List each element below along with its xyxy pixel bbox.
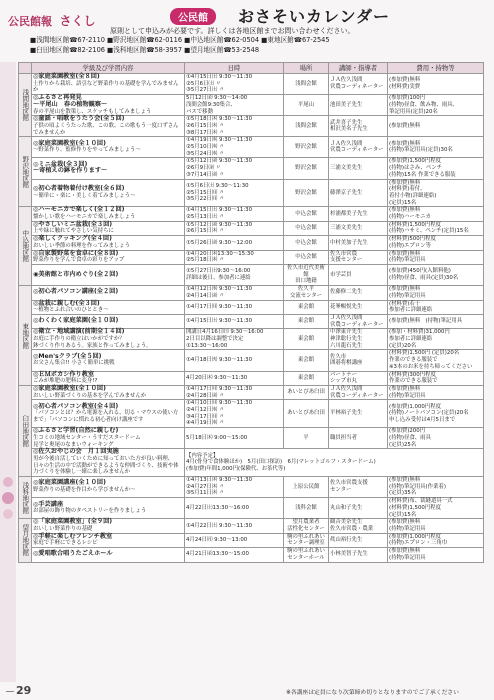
table-row — [19, 207, 484, 221]
instructor-cell: 三浦文美先生 — [329, 158, 388, 179]
course-cell — [32, 236, 185, 250]
course-description: 春の平尾山を散策し、スケッチもしてみましょう — [33, 108, 152, 115]
course-cell — [32, 428, 185, 449]
course-description: 生コミの地域センター・うすだスタードーム 見学と奥尾のなまいウォーキング — [33, 434, 141, 448]
course-title: ◎盆栽に親しむ(全３回) — [33, 299, 100, 307]
fee-cell: (参加費)1,000円程度 (持物)ノートパソコン(定員)20名 申し込み受付は4月5日まで — [388, 400, 484, 428]
table-row — [19, 179, 484, 207]
event-calendar-table — [18, 62, 484, 563]
contact-line: ■臼田地区館☎82-2106 ■浅科地区館☎58-3957 ■望月地区館☎53-2548 — [30, 45, 260, 54]
course-cell — [32, 371, 185, 385]
contact-line: ■浅間地区館☎67-2110 ■野沢地区館☎62-0116 ■中込地区館☎62-0504 ■東地区館☎67-2545 — [30, 36, 330, 44]
course-cell — [32, 74, 185, 95]
schedule-cell: ①5月12日㈮ 9:30～11:30 ②6月9日㈮ 〃 ③7月14日㈮ 〃 — [185, 158, 284, 179]
course-cell — [32, 400, 185, 428]
column-header: 場所 — [284, 63, 329, 74]
fee-cell: (材料費)300円程度 作業のできる服装で — [388, 371, 484, 385]
course-description: 家庭で手軽にできるレシピ — [33, 540, 98, 547]
course-title: ◉美術館と市内めぐり(全２回) — [33, 270, 119, 278]
venue-cell: 浅間会館 — [284, 74, 329, 95]
table-row — [19, 300, 484, 314]
region-name: 中込地区館 — [21, 230, 30, 263]
instructor-cell: 市学芸員 — [329, 264, 388, 285]
instructor-cell: 眞山裕行先生 — [329, 533, 388, 547]
course-cell — [32, 449, 185, 477]
course-cell — [32, 264, 185, 285]
fee-cell: (材料費)布、裁縫道具一式 (材料費)1,500円程度 (定員)15名 — [388, 498, 484, 519]
course-description: 〜簡単に・楽に・美しく着てみましょう〜 — [33, 192, 136, 199]
venue-cell: 中込会館 — [284, 207, 329, 221]
fee-cell: (参加費)無料 (持物)筆記用具 — [388, 250, 484, 264]
fee-cell: (参加費)無料 (持物)筆記用具 — [388, 286, 484, 300]
instructor-cell: 佐久市営農支援 センター — [329, 477, 388, 498]
course-cell — [32, 477, 185, 498]
region-label — [19, 207, 32, 286]
contact-list — [30, 36, 470, 55]
venue-cell: 浅間会館 — [284, 116, 329, 137]
category-pill: 公民館 — [170, 8, 216, 25]
fee-cell: (参加費)無料 (持物)ハーモニカ — [388, 207, 484, 221]
schedule-cell: 5月12日㈮ 9:30～14:00 浅間会館9:30集合、 バスで移動 — [185, 95, 284, 116]
schedule-cell: ①4月18日㈫ 9:30～11:30 — [185, 350, 284, 371]
course-description: お庭に手作りの衛立はいかがですか？ 鉢づくり作りあるう。家族と作ってみましょう。 — [33, 336, 152, 349]
instructor-cell: 佐久市 囲碁将棋講座 — [329, 350, 388, 371]
instructor-cell: パートナー シップ市丸 — [329, 371, 388, 385]
course-description: 〜野菜作り、監修作りをやってみましょう〜 — [33, 147, 141, 154]
course-cell — [32, 137, 185, 158]
brand-name: さくし — [59, 14, 96, 28]
schedule-cell: ①4月10日㈪ 9:30～11:30 ②4月12日㈬ 〃 ③4月17日㈪ 〃 ④4月19日㈬ 〃 — [185, 400, 284, 428]
table-row — [19, 137, 484, 158]
fee-cell: (参加・材料費)31,000円 参加者に詳細連絡 (定員)20名 — [388, 329, 484, 350]
schedule-cell: ①4月15日㈯ 9:30～11:30 ②5月13日㈯ 〃 — [185, 207, 284, 221]
course-cell — [32, 498, 185, 519]
course-cell — [32, 329, 185, 350]
table-row — [19, 519, 484, 533]
schedule-cell: ①4月22日㈯ 9:30～11:30 — [185, 519, 284, 533]
instructor-cell: 中澤東介先生 神津聡行先生 六川龍石先生 — [329, 329, 388, 350]
schedule-cell: 開講日4月16日㈰ 9:30～16:00 2日目以降は調整で決定 ①13:30～16:00 — [185, 329, 284, 350]
region-label — [19, 477, 32, 519]
course-title: ◎手軽に楽しむフレンチ教室 — [33, 532, 113, 540]
instructor-cell: 職員担当者 — [329, 428, 388, 449]
venue-cell: 東会館 — [284, 300, 329, 314]
schedule-cell: ①5月6日㈯ 9:30～11:30 ②5月15日㈪ 〃 ③5月22日㈪ 〃 — [185, 179, 284, 207]
schedule-cell: 4月22日㈯13:30～16:00 — [185, 498, 284, 519]
schedule-cell: ①4月13日㈭ 9:30～11:30 ②4月27日㈭ 〃 ③5月11日㈭ 〃 — [185, 477, 284, 498]
table-row — [19, 428, 484, 449]
page-title: おさそいカレンダー — [238, 7, 390, 26]
course-title: ◎佐久おやじの会 月１回実施 — [33, 448, 119, 456]
course-cell — [32, 116, 185, 137]
course-cell — [32, 350, 185, 371]
schedule-cell: 4月24日㈪ 9:30～13:00 — [185, 533, 284, 547]
column-header: 費用・持物等 — [388, 63, 484, 74]
instructor-cell: ＪＡ佐久浅間 営農コーディネーター — [329, 385, 388, 399]
fee-cell: (材料費)若干 参加者に詳細連絡 — [388, 300, 484, 314]
region-name: 望月地区館 — [21, 524, 30, 557]
venue-cell: あいとぴあ臼田 — [284, 385, 329, 399]
venue-cell: 平尾山 — [284, 95, 329, 116]
course-description: 上や緑に触れてやさしい気持ちに — [33, 228, 114, 235]
course-title: ◎初心者パソコン教室(全４回) — [33, 402, 119, 410]
course-title: ◎家庭菜園教室(全８回) — [33, 73, 100, 80]
venue-cell: 中込会館 — [284, 236, 329, 250]
table-header-row — [19, 63, 484, 74]
region-name: 野沢地区館 — [21, 155, 30, 188]
venue-cell: 駒の里ふれあい センターホール — [284, 548, 329, 562]
table-row — [19, 385, 484, 399]
region-name: 東地区館 — [21, 322, 30, 349]
course-cell — [32, 548, 185, 562]
table-row — [19, 533, 484, 547]
course-cell — [32, 300, 185, 314]
fee-cell: (参加費)無料 (持物)筆記用具(作業着) (定員)35名 — [388, 477, 484, 498]
table-row — [19, 286, 484, 300]
table-row — [19, 264, 484, 285]
venue-cell: 駒の里ふれあい センター調理室 — [284, 533, 329, 547]
instructor-cell: 武井喜子先生 相沢美名子先生 — [329, 116, 388, 137]
instructor-cell: 平林裕子先生 — [329, 400, 388, 428]
course-description: おいしい野菜作りの基礎 — [33, 526, 93, 532]
course-description: 〜植物とふれ合いのひととき〜 — [33, 307, 109, 314]
venue-cell: 上原公民館 — [284, 477, 329, 498]
instructor-cell: 丸山和子先生 — [329, 498, 388, 519]
venue-cell: 東会館 — [284, 371, 329, 385]
region-label — [19, 137, 32, 207]
fee-cell: (参加費)無料 (材料費)実費 — [388, 74, 484, 95]
course-description: お部屋の飾り物のタペストリーを作りましょう — [33, 508, 147, 515]
flower-decoration-icon — [0, 468, 16, 528]
region-label — [19, 74, 32, 137]
footer-note: ※各講座は定員になり次第締め切りとなりますのでご了承ください — [286, 690, 459, 696]
instructor-cell: 花峯暢悦先生 — [329, 300, 388, 314]
course-title: ◎やさしいミニ盆栽(全３回) — [33, 220, 113, 228]
venue-cell: 野沢会館 — [284, 137, 329, 158]
schedule-cell: ①4月17日㈪ 9:30～11:30 — [185, 300, 284, 314]
course-cell — [32, 533, 185, 547]
course-cell — [32, 519, 185, 533]
fee-cell: (参加費)200円 (持物)昼食、雨具 (定員)25名 — [388, 428, 484, 449]
region-name: 浅間地区館 — [21, 89, 30, 122]
instructor-cell: 藤澤京子先生 — [329, 179, 388, 207]
course-description: 野菜作りを学んで食卓の彩りをアップ — [33, 257, 125, 264]
course-cell — [32, 158, 185, 179]
course-description: 土作りから栽培、語引など野菜作りの基礎を学んでみませんか — [33, 80, 179, 94]
table-row — [19, 221, 484, 235]
table-row — [19, 116, 484, 137]
course-cell — [32, 221, 185, 235]
instructor-cell: 杉浦都美子先生 — [329, 207, 388, 221]
region-name: 浅科地区館 — [21, 481, 30, 514]
schedule-cell: ①4月15日㈯ 9:30～11:30 ②5月6日㈯ 〃 ③5月27日㈯ 〃 — [185, 74, 284, 95]
course-title: ◎楽しくクッキング(全４回) — [33, 235, 112, 243]
schedule-cell: ①4月17日㈪ 9:30～11:30 ②4月28日㈮ 〃 — [185, 385, 284, 399]
course-title: ◎家庭菜園教室(全１０回) — [33, 384, 106, 392]
course-title: ◎「家庭菜園教室」(全９回) — [33, 518, 113, 526]
course-title: ◎ハーモニカで楽しく(全１２回) — [33, 206, 125, 214]
course-description: お父さん集合!! 小さく簡単に挑戦 — [33, 360, 115, 367]
instructor-cell: ＪＡ佐久浅間 営農コーディネーター — [329, 314, 388, 328]
column-header: 講師・指導者 — [329, 63, 388, 74]
table-row — [19, 158, 484, 179]
newsletter-brand — [8, 12, 96, 29]
table-row — [19, 95, 484, 116]
venue-cell: 東会館 — [284, 329, 329, 350]
table-row — [19, 329, 484, 350]
course-title: ◎ふるさと再発見 〜平尾山 春の植物観察〜 — [33, 94, 108, 108]
course-title: ◎童謡・唱歌をうたう会(全５回) — [33, 115, 125, 123]
instructor-cell: 佐久市営農 支援センター — [329, 250, 388, 264]
course-description: 子供の頃よくうたった歌、この歌、この歌もう一度口ずさんでみませんか — [33, 122, 179, 136]
schedule-cell: ①4月20日㈭13:30～15:30 ②5月18日㈭ 〃 — [185, 250, 284, 264]
fee-cell: (参加費)無料 — [388, 116, 484, 137]
region-name: 臼田地区館 — [21, 415, 30, 447]
table-row — [19, 250, 484, 264]
course-cell — [32, 314, 185, 328]
schedule-cell: 【内容予定】 4月(骨身で食体験ほか) 5月(田口探訪) 6月(マレットゴルフ・スタードーム) (参加費)年間1,000円(保険代、お茶代等) — [185, 449, 484, 477]
fee-cell: (参加費)450円(入館料他) (持物)昼食、雨具(定員)30名 — [388, 264, 484, 285]
venue-cell: 東会館 — [284, 350, 329, 371]
schedule-cell: ①4月15日㈯ 9:30～11:30 — [185, 314, 284, 328]
brand-prefix: 公民館報 — [8, 15, 52, 28]
course-title: ◎家庭菜園講座(全１０回) — [33, 479, 106, 487]
schedule-cell: 5月18日㈭ 9:00～15:00 — [185, 428, 284, 449]
page-header — [0, 0, 494, 56]
schedule-cell: 4月21日㈮13:30～15:00 — [185, 548, 284, 562]
fee-cell: (参加費)1,000円程度 (持物)エプロン・三角巾 — [388, 533, 484, 547]
instructor-cell: 三浦文美先生 — [329, 221, 388, 235]
table-row — [19, 498, 484, 519]
fee-cell: (材料費)1,500円 (定員)20名 作業のできる服装で ※3本のお米を持ち帰ってください — [388, 350, 484, 371]
course-cell — [32, 207, 185, 221]
venue-cell: 佐久市近代美術館 田口地籍 — [284, 264, 329, 285]
course-title: ◎初心者パソコン講座(全２回) — [33, 288, 119, 296]
table-row — [19, 314, 484, 328]
page-number: 29 — [6, 684, 31, 697]
course-description: 男が今後自活していくために知っておいた方が良い料理、日々の生活の中で活動ができるような仲間づくり、技術や体力づくりを体験し一緒に楽しみませんか — [33, 455, 179, 476]
fee-cell: (参加費)1,500円程度 (持物)はさみ、ペンチ (持物)15名 作業できる服装 — [388, 158, 484, 179]
venue-cell: 中込会館 — [284, 221, 329, 235]
course-title: ◎わくわく家庭菜園(全１０回) — [33, 317, 119, 325]
schedule-cell: ①5月18日㈭ 9:30～11:30 ②6月15日㈭ 〃 ③8月17日㈭ 〃 — [185, 116, 284, 137]
course-title: ◎家庭菜園教室(全１０回) — [33, 139, 106, 147]
course-title: ◎ミニ盆栽(全３回) 〜寄植えの鉢を作ります〜 — [33, 160, 108, 175]
table-row — [19, 548, 484, 562]
instructor-cell: 観音美奈先生 佐久市営農・農業 — [329, 519, 388, 533]
column-header: 日時 — [185, 63, 284, 74]
intro-text: 原則として申込みが必要です。詳しくは各地区館までお問い合わせください。 — [110, 27, 355, 35]
course-title: ◎初心者着物着付け教室(全６回) — [33, 185, 125, 193]
course-title: ◎ふるさと学習(自然に親しむ) — [33, 427, 119, 435]
table-row — [19, 74, 484, 95]
table-row — [19, 236, 484, 250]
fee-cell: (参加費)無料 (材料費)着付、 着付小物(詳細連絡) (定員)15名 — [388, 179, 484, 207]
table-row — [19, 350, 484, 371]
course-description: 懐かしい歌をハーモニカで楽しみましょう — [33, 214, 136, 221]
course-cell — [32, 286, 185, 300]
instructor-cell: ＪＡ佐久浅間 営農コーディネーター — [329, 74, 388, 95]
venue-cell: 望月農業者 活性化センター — [284, 519, 329, 533]
course-title: ◎愛唱歌合唱うたごえホール — [33, 550, 113, 558]
instructor-cell: 中村美加子先生 — [329, 236, 388, 250]
schedule-cell: 4月20日㈭ 9:30～11:30 — [185, 371, 284, 385]
schedule-cell: ①5月12日㈮ 9:30～11:30 ②6月15日㈭ 〃 — [185, 221, 284, 235]
course-description: 野菜作りの基礎を作目から学びませんか〜 — [33, 487, 136, 494]
course-description: ごみが堆肥の肥料に変身!? — [33, 378, 98, 385]
course-cell — [32, 179, 185, 207]
course-cell — [32, 95, 185, 116]
fee-cell: (参加費)無料 (持物)筆記用具 — [388, 385, 484, 399]
fee-cell: (材料費)500円程度 (持物)エプロン等 — [388, 236, 484, 250]
region-label — [19, 385, 32, 476]
table-row — [19, 477, 484, 498]
venue-cell: 浅科会館 — [284, 498, 329, 519]
venue-cell: 野沢会館 — [284, 179, 329, 207]
venue-cell: 平 — [284, 428, 329, 449]
instructor-cell: 小林美智子先生 — [329, 548, 388, 562]
course-title: ◎衛立・地域講演(前期全１４回) — [33, 328, 125, 336]
course-description: おいしい季節の料理を作ってみましょう — [33, 242, 131, 249]
fee-cell: (参加費)無料 (持物)筆記用具 — [388, 314, 484, 328]
instructor-cell: 池田美子先生 — [329, 95, 388, 116]
fee-cell: (参加費)無料 (持物)筆記用具 — [388, 519, 484, 533]
fee-cell: (参加費)100円 (持物)昼食、飲み物、雨具、 筆記用具(定員)20名 — [388, 95, 484, 116]
column-header: 学級及び学習内容 — [32, 63, 185, 74]
fee-cell: (参加費)無料 (持物)筆記用具 — [388, 548, 484, 562]
schedule-cell: ①4月19日㈬ 9:30～11:30 ②5月10日㈬ 〃 ③5月24日㈬ 〃 — [185, 137, 284, 158]
course-description: おいしい野菜づくりの基本を学んでみませんか — [33, 392, 147, 399]
instructor-cell: 佐藤修二先生 — [329, 286, 388, 300]
schedule-cell: ①5月26日㈮ 9:30～12:00 — [185, 236, 284, 250]
course-title: ◎手芸講座 — [33, 500, 64, 508]
table-row — [19, 449, 484, 477]
column-header — [19, 63, 32, 74]
fee-cell: (材料費)1,500円程度 (持物)ハサミ、ペンチ(定員)15名 — [388, 221, 484, 235]
sidebar-decoration — [0, 62, 16, 682]
venue-cell: 東会館 — [284, 314, 329, 328]
table-row — [19, 371, 484, 385]
schedule-cell: ①4月12日㈬ 9:30～11:30 ②4月14日㈮ 〃 — [185, 286, 284, 300]
course-title: ◎自家製野菜を食卓に(全８回) — [33, 249, 119, 257]
instructor-cell: ＪＡ佐久浅間 営農コーディネーター — [329, 137, 388, 158]
course-cell — [32, 385, 185, 399]
course-title: ◎Men'sクラブ(全５回) — [33, 352, 102, 360]
table-row — [19, 400, 484, 428]
region-label — [19, 286, 32, 386]
venue-cell: 中込会館 — [284, 250, 329, 264]
venue-cell: 野沢会館 — [284, 158, 329, 179]
fee-cell: (参加費)無料 (持物)筆記用具(定員)30名 — [388, 137, 484, 158]
venue-cell: あいとぴあ臼田 — [284, 400, 329, 428]
course-cell — [32, 250, 185, 264]
region-label — [19, 519, 32, 562]
course-title: ◎ＥＭボカシ作り教室 — [33, 370, 95, 378]
venue-cell: 佐久平 交流センター — [284, 286, 329, 300]
course-description: 「パソコンとは？から電源を入れる、切る・マウスの使い方まで」「パソコンに慣れる初心者向け講座です — [33, 410, 179, 424]
schedule-cell: ①5月27日㈯9:30～16:00 詳細は後日、参加者に連絡 — [185, 264, 284, 285]
